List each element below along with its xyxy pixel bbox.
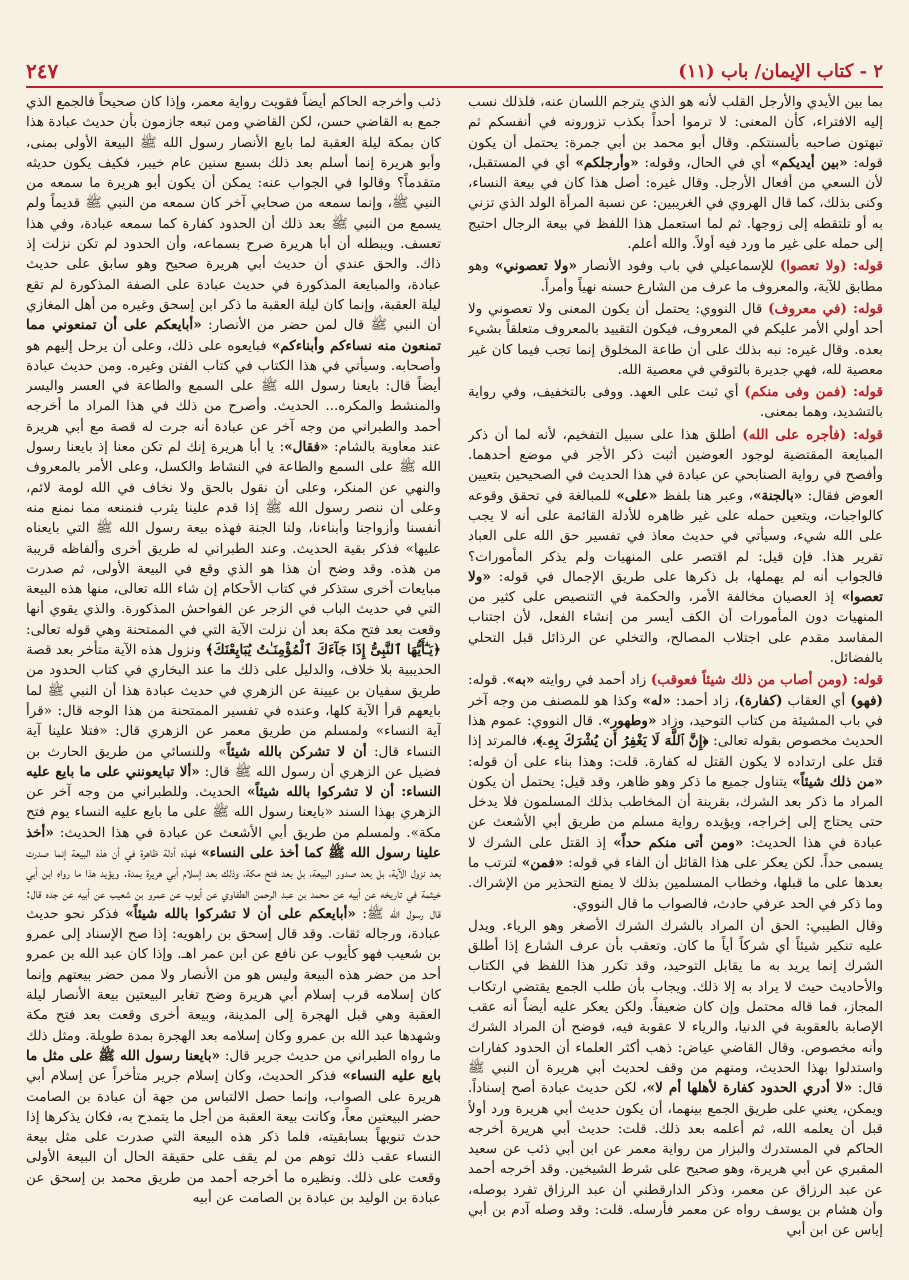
- body-text: وكذا هو للمصنف من وجه آخر في باب المشيئة من كتاب التوحيد، وزاد: [468, 692, 883, 729]
- page-header: [26, 58, 883, 84]
- left-text-column: [26, 92, 441, 1252]
- body-text: أي العقاب: [782, 692, 851, 709]
- body-text: . قال النووي: عموم هذا الحديث مخصوص بقوله تعالى:: [468, 712, 883, 750]
- paragraph: [468, 670, 883, 914]
- body-text: إذ العصيان مخالفة الأمر، والحكمة في التنصيص على كثير من المنهيات دون المأمورات أن الكف أيسر من إنشاء الفعل، لأن اجتناب المفاسد مقدم على اجتلاب المصالح، والتخلي عن الرذائل قبل التحلي بالفضائل.: [468, 589, 883, 667]
- body-text: فبايعوه على ذلك، وعلى أن يرحل إليهم هو وأصحابه. وسيأتي في هذا الكتاب في كتاب الفتن وغيره. ومن حديث عبادة أيضاً قال: بايعنا رسول الله ﷺ على السمع والطاعة في العسر واليسر والمنشط والمكره... الحديث. وأصرح من ذلك في هذا المراد ما أخرجه أحمد والطبراني من وجه آخر عن عبادة أنه جرت له قصة مع أبي هريرة عند معاوية بالشام:: [26, 337, 441, 456]
- body-text: فذكر الحديث، وكان إسلام جرير متأخراً عن إسلام أبي هريرة على الصواب، وإنما حصل الالتباس من جهة أن عبادة بن الصامت حضر البيعتين معاً، وكانت بيعة العقبة من أجل ما يتمدح به، فكان يذكرها إذا حدث تنويهاً بسابقيته، فلما ذكر هذه البيعة التي صدرت على مثل بيعة النساء عقب ذلك توهم من لم يقف على حقيقة الحال أن البيعة الأولى وقعت على ذلك. ونظيره ما أخرجه أحمد من طريق محمد بن إسحق عن عبادة بن الوليد بن عبادة بن الصامت عن أبيه: [26, 1068, 441, 1207]
- paragraph: [26, 92, 441, 1208]
- paragraph: [468, 916, 883, 1241]
- commentary-heading: قوله: (ولا تعصوا): [779, 258, 883, 275]
- body-text: ، وعبر هنا بلفظ: [657, 487, 754, 504]
- quoted-text: «وأرجلكم»: [575, 154, 639, 171]
- body-text: قال النووي: يحتمل أن يكون المعنى ولا تعصوني ولا أحد أولي الأمر عليكم في المعروف، فيكون التقييد بالمعروف متعلقاً بشيء بعده. وقال غيره: نبه بذلك على أن طاعة المخلوق إنما تجب فيما كان غير معصية لله، فهي جديرة بالتوقي في معصية الله.: [468, 300, 883, 378]
- commentary-heading: قوله: (فأجره على الله): [742, 426, 883, 443]
- quoted-text: أن لا تشركن بالله شيئاً: [226, 743, 367, 760]
- body-text: ذئب وأخرجه الحاكم أيضاً فقويت رواية معمر، وإذا كان صحيحاً فالجمع الذي جمع به القاضي حسن، لكن القاضي ومن تبعه جازمون بأن حديث عبادة هذا كان بمكة ليلة العقبة لما بايع الأنصار رسول الله ﷺ البيعة الأولى بمنى، وأبو هريرة إنما أسلم بعد ذلك بسبع سنين عام خيبر، فكيف يكون حديثه متقدماً؟ وقالوا في الجواب عنه: يمكن أن يكون أبو هريرة ما سمعه من النبي ﷺ، وإنما سمعه من صحابي آخر كان سمعه من النبي ﷺ قديماً ولم يسمع من النبي ﷺ بعد ذلك أن الحدود كفارة كما سمعه عبادة، وفي هذا تعسف. ويبطله أن أبا هريرة صرح بسماعه، وأن الحدود لم تكن نزلت إذ ذاك. والحق عندي أن حديث أبي هريرة صحيح وهو سابق على حديث عبادة، والمبايعة المذكورة في حديث عبادة على الصفة المذكورة لم تقع ليلة العقبة، وإنما كان ليلة العقبة ما ذكر ابن إسحق وغيره من أهل المغازي أن النبي ﷺ قال لمن حضر من الأنصار:: [26, 94, 441, 334]
- page-number: ٢٤٧: [26, 59, 59, 83]
- paragraph: [468, 92, 883, 254]
- paragraph: [468, 382, 883, 423]
- body-text: : يا أبا هريرة إنك لم تكن معنا إذ بايعنا رسول الله ﷺ على السمع والطاعة في النشاط والكسل، وعلى الأمر بالمعروف والنهي عن المنكر، وعلى أن نقول بالحق ولا نخاف في الله لومة لائم، وعلى أن ننصر رسول الله ﷺ إذا قدم علينا يثرب فنمنعه مما نمنع منه أنفسنا وأزواجنا وأبناءنا، ولنا الجنة فهذه بيعة رسول الله ﷺ التي بايعناه عليها» فذكر بقية الحديث. وعند الطبراني له طريق أخرى وألفاظه قريبة من هذه. وقد وضح أن هذا هو الذي وقع في البيعة الأولى، ثم صدرت مبايعات أخرى ستذكر في كتاب الأحكام إن شاء الله تعالى، منها هذه البيعة التي في حديث الباب في الزجر عن الفواحش المذكورة. والذي يقوي أنها وقعت بعد فتح مكة بعد أن نزلت الآية التي في الممتحنة وهي قوله تعالى:: [26, 439, 441, 638]
- quoted-text: «أخذ علينا رسول الله ﷺ كما أخذ على النساء»: [26, 824, 441, 861]
- body-text: للإسماعيلي في باب وفود الأنصار: [576, 258, 780, 275]
- body-text: للمبالغة في تحقق وقوعه كالواجبات، ويتعين حمله على غير ظاهره للأدلة القائمة على أنه لا يجب على الله شيء، وسيأتي في حديث معاذ في تفسير حق الله على العباد تقرير هذا. فإن قيل: لم اقتصر على المنهيات ولم يذكر المأمورات؟ فالجواب أنه لم يهملها، بل ذكرها على طريق الإجمال في قوله:: [468, 487, 883, 585]
- paragraph: [468, 256, 883, 297]
- commentary-heading: قوله: (في معروف): [768, 300, 883, 317]
- right-text-column: [468, 92, 883, 1252]
- quoted-text: «بالجنة»: [753, 487, 803, 504]
- body-text: إذ القتل على الشرك لا يسمى حداً. لكن يعكر على هذا القائل أن الفاء في قوله:: [468, 834, 883, 871]
- quoted-text: ﴿إِنَّ ٱللَّهَ لَا يَغْفِرُ أَن يُشْرَكَ بِهِۦ﴾: [536, 733, 709, 750]
- body-text: الحديث. وللطبراني من وجه آخر عن الزهري بهذا السند «بايعنا رسول الله ﷺ على ما بايع عليه النساء يوم فتح مكة». ولمسلم من طريق أبي الأشعث عن عبادة في هذا الحديث:: [26, 784, 441, 841]
- quoted-text: «من ذلك شيئاً»: [792, 773, 883, 790]
- quoted-text: «أبايعكم على أن تمنعوني مما تمنعون منه نساءكم وأبناءكم»: [26, 317, 441, 354]
- quoted-text: «لا أدري الحدود كفارة لأهلها أم لا»: [646, 1080, 853, 1097]
- quoted-text: «على»: [616, 487, 658, 504]
- body-text: بما بين الأيدي والأرجل القلب لأنه هو الذي يترجم اللسان عنه، فلذلك نسب إليه الافتراء، كأن المعنى: لا ترموا أحداً بكذب تزورونه في أنفسكم ثم تبهتون صاحبه بألسنتكم. وقال أبو محمد بن أبي جمرة: يحتمل أن يكون قوله:: [468, 94, 883, 171]
- body-text: ، لكن حديث عبادة أصح إسناداً. ويمكن، يعني على طريق الجمع بينهما، أن يكون حديث أبي هريرة ورد أولاً قبل أن يعلمه الله، ثم أعلمه بعد ذلك. قلت: حديث أبي هريرة أخرجه الحاكم في المستدرك والبزار من رواية معمر عن ابن أبي ذئب عن سعيد المقبري عن أبي هريرة، وهو صحيح على شرط الشيخين. وقد أخرجه أحمد عن عبد الرزاق عن معمر، وذكر الدارقطني أن عبد الرزاق تفرد بوصله، وأن هشام بن يوسف رواه عن معمر فأرسله. قلت: وقد وصله آدم بن أبي إياس عن ابن أبي: [468, 1080, 883, 1239]
- quoted-text: (كفارة): [738, 692, 783, 709]
- quoted-text: «بايعنا رسول الله ﷺ على مثل ما بايع عليه النساء»: [26, 1047, 441, 1085]
- quoted-text: (فهو): [850, 692, 883, 709]
- body-text: فهذه أدلة ظاهرة في أن هذه البيعة إنما صدرت بعد نزول الآية، بل بعد صدور البيعة، بل بعد فتح مكة، وذلك بعد إسلام أبي هريرة بمدة. ويؤيد هذا ما رواه ابن أبي خيثمة في تاريخه عن أبيه عن محمد بن عبد الرحمن الطفاوي عن أيوب عن عمرو بن شعيب عن أبيه عن جده قال: قال رسول الله ﷺ:: [26, 844, 441, 922]
- body-text: لترتب ما بعدها على ما قبلها، وخطاب المسلمين بذلك لا يمنع التحذير من الإشراك. وما ذكر في الحد عرفي حادث، فالصواب ما قال النووي.: [468, 854, 883, 912]
- paragraph: [468, 299, 883, 380]
- quoted-text: «ولا تعصوا»: [468, 568, 883, 606]
- commentary-heading: قوله: (فمن وفى منكم): [744, 384, 883, 401]
- quoted-text: «ألا تبايعونني على ما بايع عليه النساء: أن لا تشركوا بالله شيئاً»: [26, 763, 441, 801]
- quoted-text: «أبايعكم على أن لا تشركوا بالله شيئاً»: [125, 905, 356, 922]
- body-text: أي في المستقبل، لأن السعي من أفعال الأرجل. وقال غيره: أصل هذا كان في بيعة النساء، وكنى بذلك، كما قال الهروي في الغريبين: عن نسبة المرأة الولد الذي تزني به أو تلتقطه إلى زوجها. ثم لما استعمل هذا اللفظ في بيعة الرجال احتيج إلى حمله على غير ما ورد فيه أولاً. والله أعلم.: [468, 154, 883, 253]
- quoted-text: «به»: [506, 672, 535, 689]
- body-text: أي ثبت على العهد. ووفى بالتخفيف، وفي رواية بالتشديد، وهما بمعنى.: [468, 384, 883, 421]
- body-text: أي في الحال، وقوله:: [638, 154, 772, 171]
- running-title: ٢ - كتاب الإيمان/ باب (١١): [678, 60, 883, 82]
- body-text: » وللنسائي من طريق الحارث بن فضيل عن الزهري أن رسول الله ﷺ قال:: [26, 743, 441, 780]
- body-text: . قوله:: [468, 672, 507, 689]
- body-text: وهو مطابق للآية، والمعروف ما عرف من الشارع حسنه نهياً وأمراً.: [468, 258, 883, 295]
- paragraph: [468, 425, 883, 669]
- quoted-text: «فمن»: [521, 854, 564, 871]
- body-text: يتناول جميع ما ذكر وهو ظاهر، وقد قيل: يحتمل أن يكون المراد ما ذكر بعد الشرك، بقرينة أن المخاطب بذلك المسلمون فلا يدخل حتى يحتاج إلى إخراجه، ويؤيده رواية مسلم من طريق أبي الأشعث عن عبادة في هذا الحديث:: [468, 773, 883, 851]
- quoted-text: «له»: [642, 692, 671, 709]
- quoted-text: «وطهور»: [602, 712, 657, 729]
- body-text: وقال الطيبي: الحق أن المراد بالشرك الشرك الأصغر وهو الرياء. ويدل عليه تنكير شيئاً أي شركاً أياً ما كان. وتعقب بأن عرف الشارع إذا أطلق الشرك إنما يريد به ما يقابل التوحيد، وقد تكرر هذا اللفظ في الكتاب والأحاديث حيث لا يراد به إلا ذلك. ويجاب بأن طلب الجمع يقتضي ارتكاب المجاز، فما قاله محتمل وإن كان ضعيفاً. ولكن يعكر عليه أيضاً أنه عقب الإصابة بالعقوبة في الدنيا، والرياء لا عقوبة فيه، فوضح أن المراد الشرك وأنه مخصوص. وقال القاضي عياض: ذهب أكثر العلماء أن الحدود كفارات واستدلوا بهذا الحديث، ومنهم من وقف لحديث أبي هريرة أن النبي ﷺ قال:: [468, 917, 883, 1097]
- quoted-text: «ولا تعصوني»: [494, 258, 577, 275]
- header-divider: [26, 86, 883, 88]
- quoted-text: ﴿يَـٰٓأَيُّهَا ٱلنَّبِىُّ إِذَا جَآءَكَ ٱلْمُؤْمِنَـٰتُ يُبَايِعْنَكَ﴾: [205, 642, 441, 659]
- body-text: ، زاد أحمد:: [670, 692, 739, 709]
- body-text: ، فالمرتد إذا قتل على ارتداده لا يكون القتل له كفارة. قلت: وهذا بناء على أن قوله:: [468, 733, 883, 770]
- body-text: ونزول هذه الآية متأخر بعد قصة الحديبية بلا خلاف، والدليل على ذلك ما عند البخاري في كتاب الحدود من طريق سفيان بن عيينة عن الزهري في حديث عبادة هذا أن النبي ﷺ لما بايعهم قرأ الآية كلها، وعنده في تفسير الممتحنة من هذا الوجه قال: «قرأ آية النساء» ولمسلم من طريق معمر عن الزهري قال: «فتلا علينا آية النساء قال:: [26, 642, 441, 760]
- commentary-heading: قوله: (ومن أصاب من ذلك شيئاً فعوقب): [650, 672, 883, 689]
- body-text: فذكر نحو حديث عبادة، ورجاله ثقات. وقد قال إسحق بن راهويه: إذا صح الإسناد إلى عمرو بن شعيب فهو كأيوب عن نافع عن ابن عمر اهـ. وإذا كان عبد الله بن عمرو أحد من حضر هذه البيعة وليس هو من الأنصار ولا ممن حضر بيعتهم وإنما كان إسلامه قرب إسلام أبي هريرة وضح تغاير البيعتين بيعة الأنصار ليلة العقبة وهي قبل الهجرة إلى المدينة، وبيعة أخرى وقعت بعد فتح مكة وشهدها عبد الله بن عمرو وكان إسلامه بعد الهجرة بمدة طويلة. ومثل ذلك ما رواه الطبراني من حديث جرير قال:: [26, 905, 441, 1064]
- quoted-text: «ومن أتى منكم حداً»: [613, 834, 744, 851]
- quoted-text: «فقال»: [284, 439, 329, 456]
- body-text: أطلق هذا على سبيل التفخيم، لأنه لما أن ذكر المبايعة المقتضية لوجود العوضين أثبت ذكر الأجر في موضع أحدهما. وأفصح في رواية الصنابحي عن عبادة في هذا الحديث في الصحيحين بتعيين العوض فقال:: [468, 426, 883, 504]
- quoted-text: «بين أيديكم»: [771, 154, 848, 171]
- body-text: زاد أحمد في روايته: [534, 672, 651, 689]
